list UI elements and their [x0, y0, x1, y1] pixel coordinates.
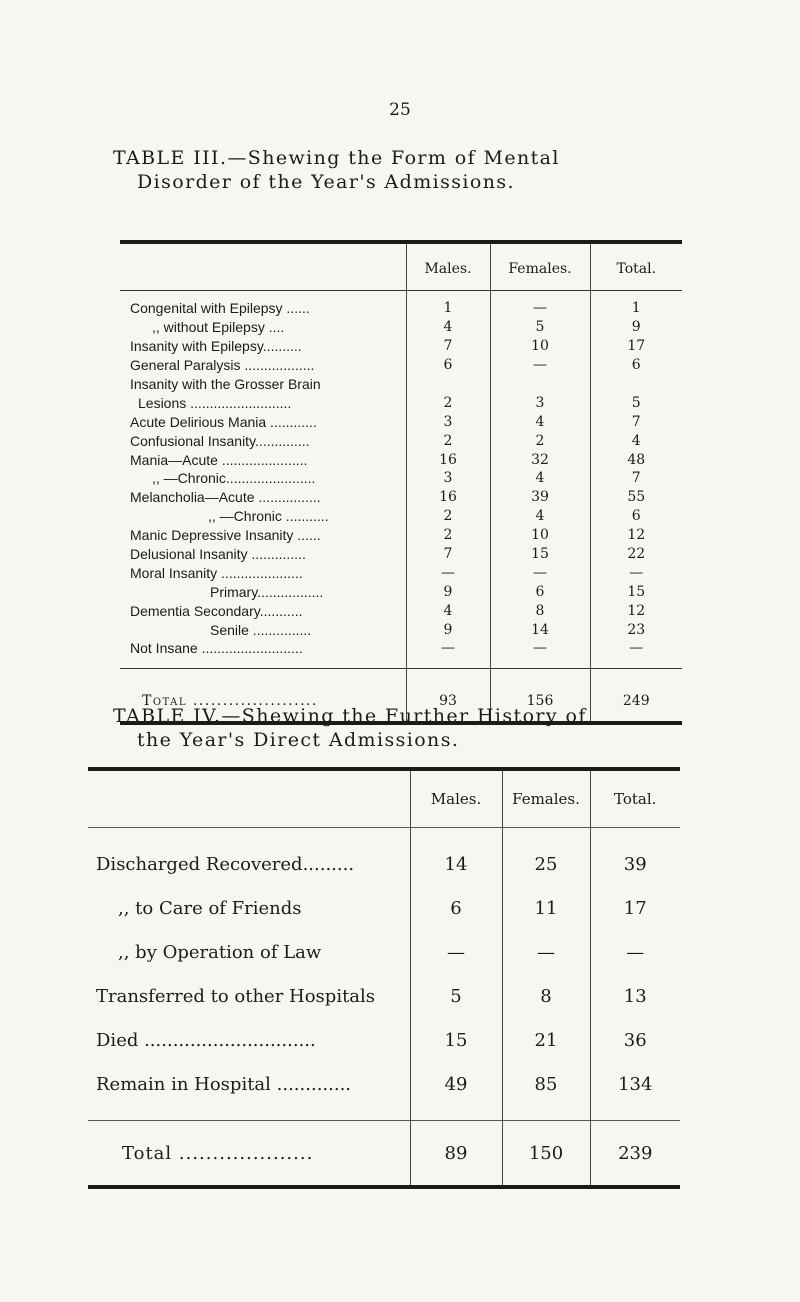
males-value: 1: [406, 291, 490, 318]
females-value: 39: [490, 488, 590, 507]
row-label: Insanity with Epilepsy..........: [120, 337, 406, 356]
table-iii-header-total: Total.: [590, 242, 682, 291]
total-value: 7: [631, 413, 641, 430]
total-value: 13: [623, 985, 647, 1007]
total-label: Total ....................: [88, 1121, 410, 1188]
spacer-cell: [590, 658, 682, 669]
males-value: 3: [406, 412, 490, 431]
males-value: 16: [406, 450, 490, 469]
total-value: 36: [623, 1029, 647, 1051]
total-value: 17: [627, 338, 646, 355]
table-row: [88, 1062, 680, 1106]
males-value: 4: [406, 318, 490, 337]
females-total: 150: [502, 1121, 590, 1188]
males-value: 4: [406, 601, 490, 620]
grand-total: 249: [590, 668, 682, 723]
table-row: [120, 318, 682, 337]
row-label: ,, without Epilepsy ....: [120, 318, 406, 337]
table-row: [120, 375, 682, 394]
table-row: [120, 412, 682, 431]
row-label: ,, by Operation of Law: [88, 930, 410, 974]
table-iii-header-males: Males.: [406, 242, 490, 291]
table-row: [120, 507, 682, 526]
spacer-cell: [406, 658, 490, 669]
females-value: 10: [490, 526, 590, 545]
males-value: 9: [406, 620, 490, 639]
females-value: —: [490, 563, 590, 582]
total-value: 17: [623, 897, 647, 919]
total-value: [590, 375, 682, 394]
row-label: Manic Depressive Insanity ......: [120, 526, 406, 545]
table-row: [120, 639, 682, 658]
total-value: 12: [627, 602, 646, 619]
table-row: [120, 545, 682, 564]
females-value: 4: [490, 507, 590, 526]
females-value: 21: [502, 1018, 590, 1062]
males-value: 7: [406, 545, 490, 564]
row-label: Mania—Acute ......................: [120, 450, 406, 469]
table-row: [88, 828, 680, 887]
females-value: 5: [490, 318, 590, 337]
table-row: [120, 291, 682, 318]
males-value: 2: [406, 507, 490, 526]
males-value: 9: [406, 582, 490, 601]
table-iv-header-females: Females.: [502, 769, 590, 828]
row-label: Melancholia—Acute ................: [120, 488, 406, 507]
row-label: ,, to Care of Friends: [88, 886, 410, 930]
spacer-cell: [88, 1106, 410, 1121]
females-value: 85: [502, 1062, 590, 1106]
females-value: 8: [502, 974, 590, 1018]
males-value: 15: [410, 1018, 502, 1062]
total-value: 6: [631, 357, 641, 374]
females-value: —: [490, 291, 590, 318]
total-value: 5: [631, 394, 641, 411]
males-value: [406, 375, 490, 394]
table-row: [120, 337, 682, 356]
males-value: 6: [410, 886, 502, 930]
grand-total: 239: [590, 1121, 680, 1188]
table-row: [88, 930, 680, 974]
total-value: —: [629, 640, 644, 657]
row-label: Confusional Insanity..............: [120, 431, 406, 450]
males-value: 3: [406, 469, 490, 488]
males-value: —: [406, 639, 490, 658]
row-label: Acute Delirious Mania ............: [120, 412, 406, 431]
table-iv-title: [113, 704, 713, 752]
total-value: 22: [627, 546, 646, 563]
table-iv-header-males: Males.: [410, 769, 502, 828]
table-iv-header-row: [88, 769, 680, 828]
row-label: Died ..............................: [88, 1018, 410, 1062]
table-row: [120, 393, 682, 412]
table-iii-header-blank: [120, 242, 406, 291]
table-row: [120, 582, 682, 601]
females-value: 4: [490, 469, 590, 488]
table-iv-header-blank: [88, 769, 410, 828]
row-label: Not Insane ..........................: [120, 639, 406, 658]
table-row: [88, 974, 680, 1018]
males-total: 93: [406, 668, 490, 723]
total-value: 134: [618, 1073, 653, 1095]
table-row: [120, 356, 682, 375]
males-total: 89: [410, 1121, 502, 1188]
total-value: 7: [631, 470, 641, 487]
row-label: Moral Insanity .....................: [120, 563, 406, 582]
table-iv-header-total: Total.: [590, 769, 680, 828]
females-value: 3: [490, 393, 590, 412]
row-label: Insanity with the Grosser Brain: [120, 375, 406, 394]
females-value: 4: [490, 412, 590, 431]
table-row: [120, 469, 682, 488]
dementia-row: [120, 601, 406, 620]
row-label: Remain in Hospital .............: [88, 1062, 410, 1106]
row-label: Senile ...............: [120, 620, 406, 639]
row-label: Congenital with Epilepsy ......: [120, 291, 406, 318]
spacer-cell: [490, 658, 590, 669]
table-row: [120, 431, 682, 450]
dementia-label: Dementia: [130, 602, 190, 619]
males-value: 6: [406, 356, 490, 375]
table-iii-title: [113, 146, 713, 194]
females-value: [490, 375, 590, 394]
row-label: Lesions ..........................: [120, 393, 406, 412]
spacer-cell: [410, 1106, 502, 1121]
total-value: 4: [631, 432, 641, 449]
row-label: ,, —Chronic.......................: [120, 469, 406, 488]
females-value: —: [502, 930, 590, 974]
females-value: 10: [490, 337, 590, 356]
table-row: [120, 488, 682, 507]
males-value: 2: [406, 526, 490, 545]
males-value: —: [410, 930, 502, 974]
table-row: [120, 620, 682, 639]
total-value: 12: [627, 527, 646, 544]
table-iii-header-row: [120, 242, 682, 291]
total-value: —: [629, 564, 644, 581]
males-value: 5: [410, 974, 502, 1018]
females-total: 156: [490, 668, 590, 723]
females-value: —: [490, 356, 590, 375]
table-row: [120, 563, 682, 582]
total-value: —: [626, 941, 645, 963]
table-iii-title-line1: TABLE III.—Shewing the Form of Mental: [113, 147, 560, 169]
table-iii: [120, 240, 682, 725]
row-label: General Paralysis ..................: [120, 356, 406, 375]
table-iv-total-row: [88, 1121, 680, 1188]
spacer-row: [88, 1106, 680, 1121]
table-row: [120, 526, 682, 545]
spacer-row: [120, 658, 682, 669]
row-label: ,, —Chronic ...........: [120, 507, 406, 526]
total-value: 48: [627, 451, 646, 468]
table-iv-title-line2: the Year's Direct Admissions.: [137, 729, 460, 751]
page-number: 25: [389, 100, 411, 120]
spacer-cell: [120, 658, 406, 669]
males-value: 16: [406, 488, 490, 507]
row-label: Delusional Insanity ..............: [120, 545, 406, 564]
males-value: 14: [410, 828, 502, 887]
females-value: 6: [490, 582, 590, 601]
row-label: Transferred to other Hospitals: [88, 974, 410, 1018]
table-iv: [88, 767, 680, 1189]
females-value: 2: [490, 431, 590, 450]
row-label: Primary.................: [120, 582, 406, 601]
females-value: 8: [490, 601, 590, 620]
total-label-text: Total .....................: [142, 693, 318, 710]
males-value: 2: [406, 431, 490, 450]
table-row: [120, 450, 682, 469]
row-label: Secondary...........: [193, 602, 303, 619]
total-value: 23: [627, 621, 646, 638]
table-row: [120, 601, 682, 620]
table-iii-title-line2: Disorder of the Year's Admissions.: [137, 171, 515, 193]
spacer-cell: [502, 1106, 590, 1121]
females-value: 25: [502, 828, 590, 887]
females-value: 11: [502, 886, 590, 930]
total-value: 15: [627, 583, 646, 600]
row-label: Discharged Recovered.........: [88, 828, 410, 887]
females-value: 15: [490, 545, 590, 564]
males-value: —: [406, 563, 490, 582]
total-value: 6: [631, 508, 641, 525]
spacer-cell: [590, 1106, 680, 1121]
total-value: 39: [623, 853, 647, 875]
total-value: 9: [631, 319, 641, 336]
males-value: 2: [406, 393, 490, 412]
males-value: 49: [410, 1062, 502, 1106]
females-value: 14: [490, 620, 590, 639]
total-value: 1: [631, 300, 641, 317]
total-value: 55: [627, 489, 646, 506]
table-iv-title-line1: TABLE IV.—Shewing the Further History of: [113, 705, 587, 727]
table-iii-header-females: Females.: [490, 242, 590, 291]
table-row: [88, 1018, 680, 1062]
females-value: 32: [490, 450, 590, 469]
table-row: [88, 886, 680, 930]
males-value: 7: [406, 337, 490, 356]
females-value: —: [490, 639, 590, 658]
